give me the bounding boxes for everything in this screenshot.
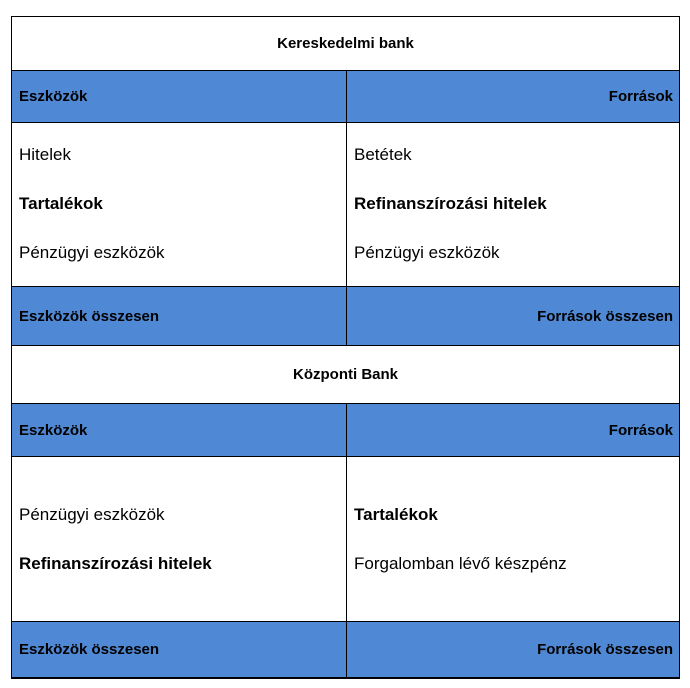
commercial-liability-item: Refinanszírozási hitelek (354, 194, 547, 213)
central-assets-total: Eszközök összesen (19, 641, 160, 658)
commercial-assets-header: Eszközök (19, 88, 88, 105)
central-liability-item: Forgalomban lévő készpénz (354, 554, 567, 573)
central-bank-body-row (12, 457, 679, 621)
central-bank-header-row (12, 403, 679, 457)
commercial-bank-body-row (12, 123, 679, 286)
central-assets-header: Eszközök (19, 421, 88, 439)
commercial-bank-title-text: Kereskedelmi bank (277, 35, 414, 52)
commercial-liability-item: Pénzügyi eszközök (354, 243, 500, 262)
central-bank-title (12, 346, 679, 403)
commercial-bank-header-row (12, 70, 679, 123)
central-liabilities-total: Források összesen (537, 641, 673, 658)
central-bank-title-text: Központi Bank (293, 366, 398, 383)
central-asset-item: Pénzügyi eszközök (19, 505, 165, 524)
commercial-asset-item: Tartalékok (19, 194, 103, 213)
central-bank-totals-row (12, 621, 679, 678)
commercial-assets-total: Eszközök összesen (19, 307, 160, 325)
commercial-bank-title (12, 17, 679, 70)
commercial-asset-item: Hitelek (19, 145, 71, 164)
central-liabilities-header: Források (608, 421, 673, 439)
commercial-liabilities-total: Források összesen (537, 307, 673, 325)
central-asset-item: Refinanszírozási hitelek (19, 554, 212, 573)
commercial-liabilities-header: Források (608, 88, 673, 105)
central-liability-item: Tartalékok (354, 505, 438, 524)
commercial-liability-item: Betétek (354, 145, 412, 164)
commercial-asset-item: Pénzügyi eszközök (19, 243, 165, 262)
balance-sheet-table (11, 16, 680, 679)
commercial-bank-totals-row (12, 286, 679, 346)
